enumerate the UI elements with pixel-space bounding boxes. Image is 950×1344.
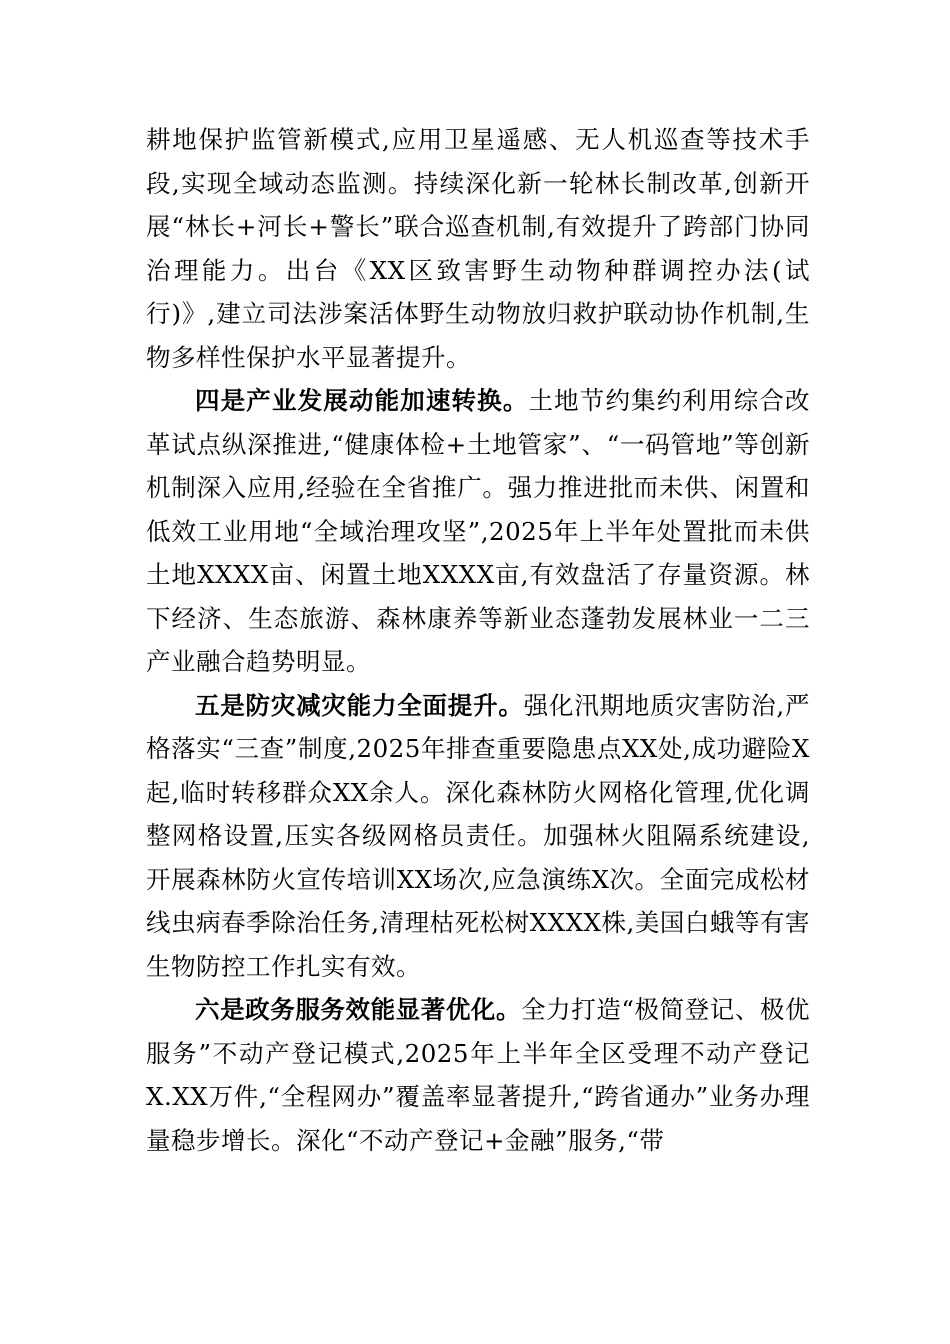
paragraph-industry <box>146 379 810 684</box>
paragraph-lead: 六是政务服务效能显著优化。 <box>195 995 522 1024</box>
paragraph-disaster <box>146 684 810 989</box>
paragraph-continuation <box>146 118 810 379</box>
paragraph-lead: 四是产业发展动能加速转换。 <box>195 386 529 415</box>
paragraph-text: 土地节约集约利用综合改革试点纵深推进,“健康体检+土地管家”、“一码管地”等创新机制深入应用,经验在全省推广。强力推进批而未供、闲置和低效工业用地“全域治理攻坚”,2025年上半年处置批而未供土地XXXX亩、闲置土地XXXX亩,有效盘活了存量资源。林下经济、生态旅游、森林康养等新业态蓬勃发展林业一二三产业融合趋势明显。 <box>146 386 811 676</box>
paragraph-lead: 五是防灾减灾能力全面提升。 <box>195 690 524 720</box>
document-body <box>146 118 810 1162</box>
paragraph-service <box>146 988 810 1162</box>
paragraph-text: 耕地保护监管新模式,应用卫星遥感、无人机巡查等技术手段,实现全域动态监测。持续深化新一轮林长制改革,创新开展“林长+河长+警长”联合巡查机制,有效提升了跨部门协同治理能力。出台《XX区致害野生动物种群调控办法(试行)》,建立司法涉案活体野生动物放归救护联动协作机制,生物多样性保护水平显著提升。 <box>146 125 810 372</box>
paragraph-text: 全力打造“极简登记、极优服务”不动产登记模式,2025年上半年全区受理不动产登记X.XX万件,“全程网办”覆盖率显著提升,“跨省通办”业务办理量稳步增长。深化“不动产登记+金融”服务,“带 <box>146 995 811 1155</box>
paragraph-text: 强化汛期地质灾害防治,严格落实“三查”制度,2025年排查重要隐患点XX处,成功避险X起,临时转移群众XX余人。深化森林防火网格化管理,优化调整网格设置,压实各级网格员责任。加强林火阻隔系统建设,开展森林防火宣传培训XX场次,应急演练X次。全面完成松材线虫病春季除治任务,清理枯死松树XXXX株,美国白蛾等有害生物防控工作扎实有效。 <box>146 690 810 981</box>
